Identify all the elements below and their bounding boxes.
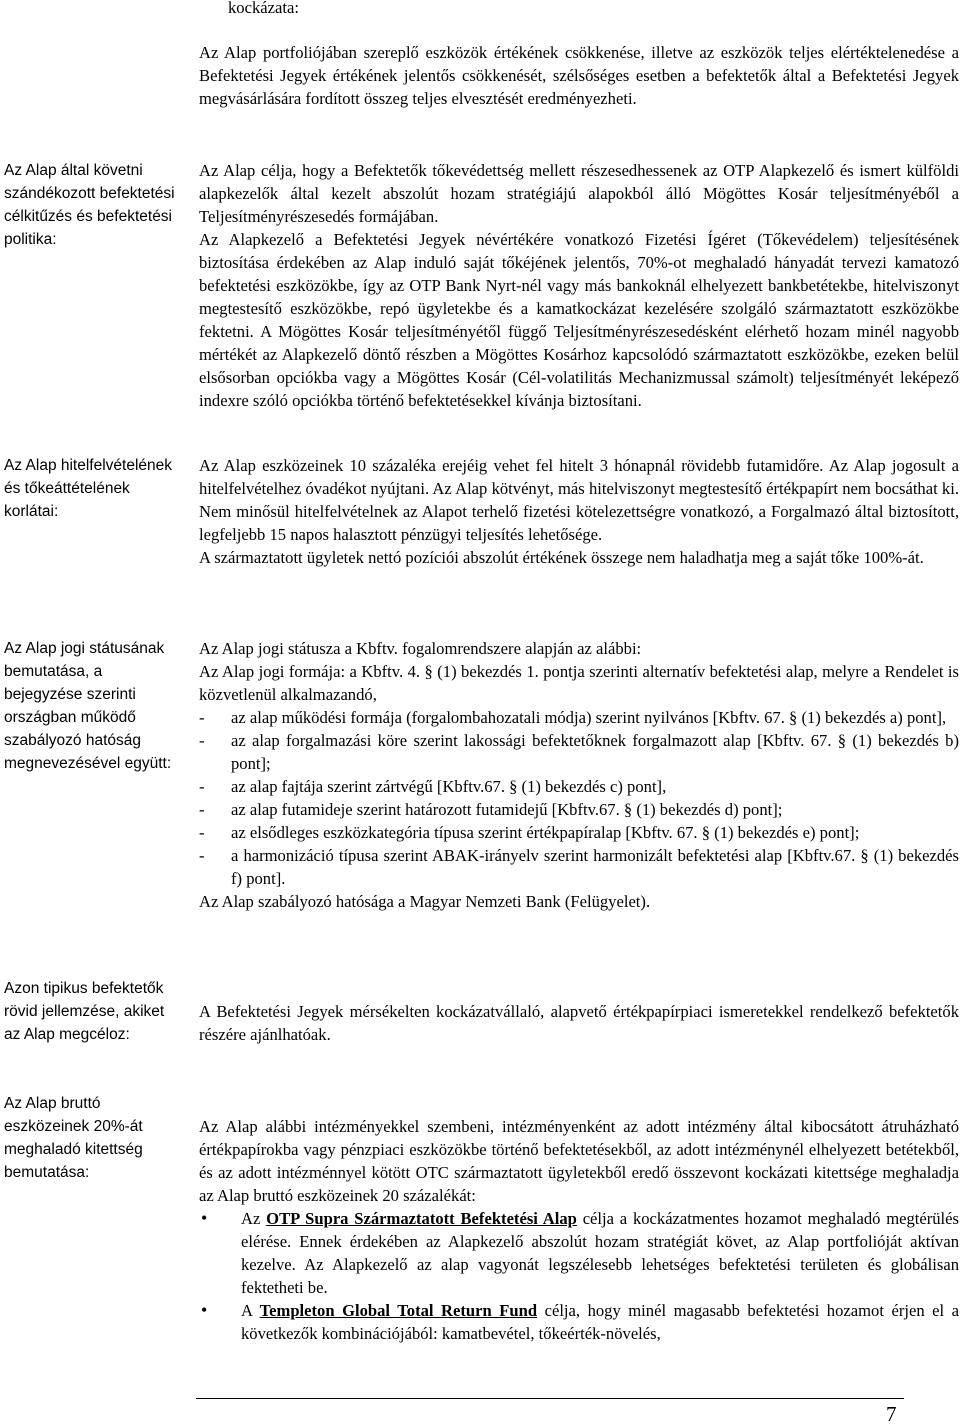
page-number: 7 [886,1402,897,1426]
risk-text: Az Alap portfoliójában szereplő eszközök értékének csökkenése, illetve az eszközök teljes elértéktelenedése a Befektetési Jegyek értékének jelentős csökkenését, szélsőséges esetben a befektetők által a Befektetési Jegyek megvásárlására fordított összeg teljes elvesztését eredményezheti. [199,43,959,108]
borrowing-para-1: Az Alap eszközeinek 10 százaléka erejéig vehet fel hitelt 3 hónapnál rövidebb futamidőre. Az Alap jogosult a hitelfelvételhez óvadékot nyújtani. Az Alap kötvényt, más hitelviszonyt megtestesítő értékpapírt nem bocsáthat ki. Nem minősül hitelfelvételnek az Alapot terhelő fizetési kötelezettségre vonatkozó, a Forgalmazó által biztosított, legfeljebb 15 napos halasztott pénzügyi teljesítés lehetősége. [199,456,959,544]
exposure-bullet: • Az OTP Supra Származtatott Befektetési Alap célja a kockázatmentes hozamot meghaladó megtérülés elérése. Ennek érdekében az Alapkezelő abszolút hozam stratégiát követ, az Alap portfolióját aktívan kezelve. Az Alapkezelő az alap vagyonát legszélesebb lehetséges befektetési területen és globálisan fektetheti be. [201,1208,959,1297]
objectives-para-1: Az Alap célja, hogy a Befektetők tőkevédettség mellett részesedhessenek az OTP Alapkezelő és ismert külföldi alapkezelők által kezelt abszolút hozam stratégiájú alapokból álló Mögöttes Kosár teljesítményéből a Teljesítményrészesedés formájában. [199,161,959,226]
legal-label: Az Alap jogi státusának bemutatása, a bejegyzése szerinti országban működő szabályozó hatóság megnevezésével együtt: [4,640,172,772]
borrowing-text [199,454,959,569]
borrowing-label: Az Alap hitelfelvételének és tőkeáttételének korlátai: [4,457,173,520]
investors-label: Azon tipikus befektetők rövid jellemzése, akiket az Alap megcéloz: [4,980,165,1043]
objectives-para-2: Az Alapkezelő a Befektetési Jegyek névértékére vonatkozó Fizetési Ígéret (Tőkevédelem) teljesítésének biztosítása érdekében az Alap induló saját tőkéjének jelentős, 70%-ot meghaladó hányadát tervezi kamatozó befektetési eszközökbe, így az OTP Bank Nyrt-nél vagy más bankoknál elhelyezett bankbetétekbe, hitelviszonyt megtestesítő eszközökbe, repó ügyletekbe és a kamatkockázat kezelésére szolgáló származtatott eszközökbe fektetni. A Mögöttes Kosár teljesítményétől függő Teljesítményrészesedésként elérhető hozam minél nagyobb mértékét az Alapkezelő döntő részben a Mögöttes Kosárhoz kapcsolódó származtatott eszközökbe, ezeken belül elsősorban opciókba vagy a Mögöttes Kosár (Cél-volatilitás Mechanizmussal számolt) teljesítményét leképező indexre szóló opciókba történő befektetésekkel kívánja biztosítani. [199,230,959,410]
exposure-text [199,1115,959,1345]
exposure-bullet: • A Templeton Global Total Return Fund célja, hogy minél magasabb befektetési hozamot érjen el a következők kombinációjából: kamatbevétel, tőkeérték-növelés, [201,1300,959,1343]
footer-rule [196,1398,904,1399]
borrowing-para-2: A származtatott ügyletek nettó pozíciói abszolút értékének összege nem haladhatja meg a saját tőke 100%-át. [199,548,924,567]
exposure-label: Az Alap bruttó eszközeinek 20%-át meghaladó kitettség bemutatása: [4,1095,143,1181]
legal-para-3: Az Alap szabályozó hatósága a Magyar Nemzeti Bank (Felügyelet). [199,892,651,911]
fund-name: OTP Supra Származtatott Befektetési Alap [266,1209,577,1228]
objectives-text [199,159,959,412]
continued-label: kockázata: [228,0,299,17]
legal-para-2: Az Alap jogi formája: a Kbftv. 4. § (1) bekezdés 1. pontja szerinti alternatív befektetési alap, melyre a Rendelet is közvetlenül alkalmazandó, [199,662,959,704]
legal-para-1: Az Alap jogi státusza a Kbftv. fogalomrendszere alapján az alábbi: [199,639,642,658]
bullet-icon: • [201,1300,208,1320]
legal-item: - az alap futamideje szerint határozott futamidejű [Kbftv.67. § (1) bekezdés d) pont]; [199,800,783,819]
bullet-icon: • [201,1208,208,1228]
legal-item: - az alap forgalmazási köre szerint lakossági befektetőknek forgalmazott alap [Kbftv. 67. § (1) bekezdés b) pont]; [199,731,959,773]
investors-para-1: A Befektetési Jegyek mérsékelten kockázatvállaló, alapvető értékpapírpiaci ismeretekkel rendelkező befektetők részére ajánlhatóak. [199,1002,959,1044]
legal-item: - az elsődleges eszközkategória típusa szerint értékpapíralap [Kbftv. 67. § (1) bekezdés e) pont]; [199,823,860,842]
investors-text [199,1000,959,1046]
exposure-para-1: Az Alap alábbi intézményekkel szembeni, intézményenként az adott intézmény által kibocsátott átruházható értékpapírokba vagy pénzpiaci eszközökbe történő befektetésekből, az adott intézménynél elhelyezett betétekből, és az adott intézménnyel kötött OTC származtatott ügyletekből eredő összevont kockázati kitettsége meghaladja az Alap bruttó eszközeinek 20 százalékát: [199,1117,959,1205]
legal-text [199,637,959,913]
fund-name: Templeton Global Total Return Fund [259,1301,538,1320]
objectives-label: Az Alap által követni szándékozott befektetési célkitűzés és befektetési politika: [4,162,175,248]
legal-item: - az alap működési formája (forgalombahozatali módja) szerint nyilvános [Kbftv. 67. § (1) bekezdés a) pont], [199,708,947,727]
legal-item: - a harmonizáció típusa szerint ABAK-irányelv szerint harmonizált befektetési alap [Kbftv.67. § (1) bekezdés f) pont]. [199,846,959,888]
legal-item: - az alap fajtája szerint zártvégű [Kbftv.67. § (1) bekezdés c) pont], [199,777,667,796]
